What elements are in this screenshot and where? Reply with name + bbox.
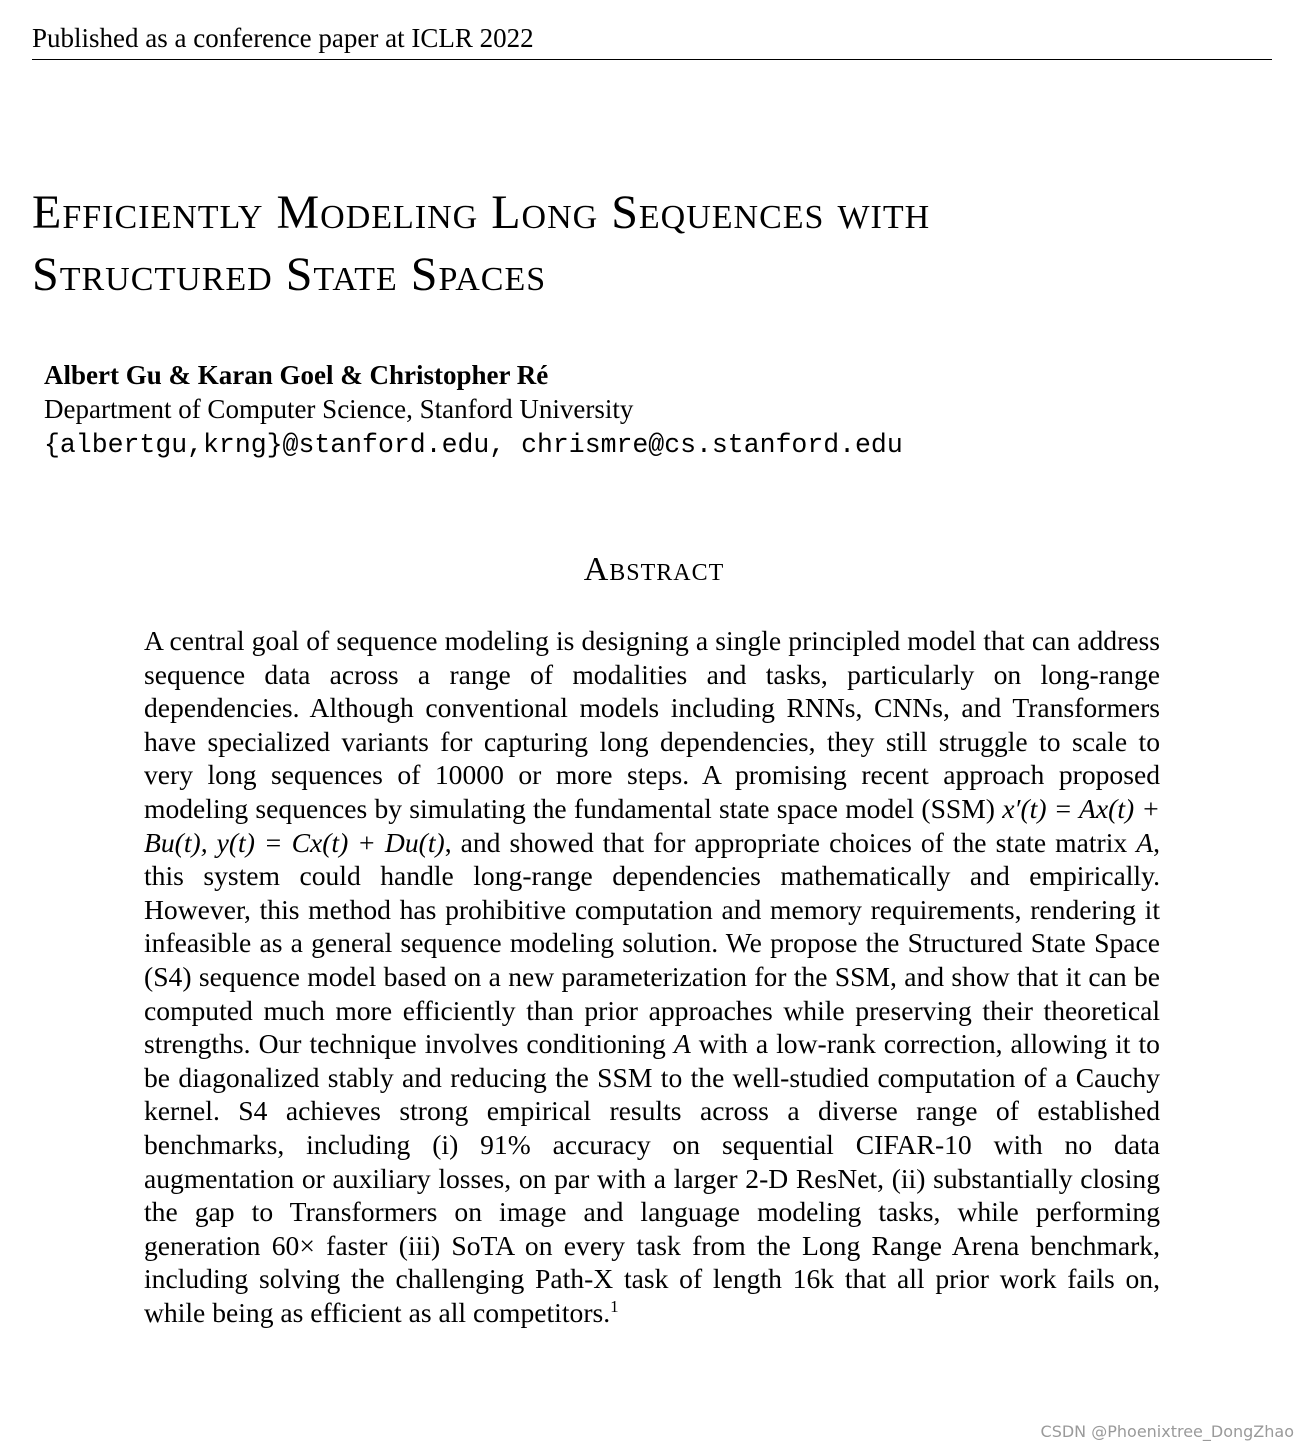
abstract-text-4: with a low-rank correction, allowing it to be diagonalized stably and reducing the SSM to the well-studied computation of a Cauchy kernel. S4 achieves strong empirical results across a diverse range of established benchmarks, including (i) 91% accuracy on sequential CIFAR-10 with no data augmentation or auxiliary losses, on par with a larger 2-D ResNet, (ii) substantially closing the gap to Transformers on image and language modeling tasks, while performing generation 60× faster (iii) SoTA on every task from the Long Range Arena benchmark, including solving the challenging Path-X task of length 16k that all prior work fails on, while being as efficient as all competitors.: [144, 1028, 1160, 1328]
state-matrix-symbol: A: [673, 1028, 691, 1060]
header-rule: [32, 59, 1272, 60]
abstract-heading: Abstract: [583, 551, 725, 588]
paper-title: [32, 182, 1272, 306]
authors: Albert Gu & Karan Goel & Christopher Ré: [44, 360, 549, 390]
author-emails: {albertgu,krng}@stanford.edu, chrismre@cs.stanford.edu: [44, 430, 903, 460]
abstract-text-3: , this system could handle long-range dependencies mathematically and empirically. However, this method has prohibitive computation and memory requirements, rendering it infeasible as a general sequence modeling solution. We propose the Structured State Space (S4) sequence model based on a new parameterization for the SSM, and show that it can be computed much more efficiently than prior approaches while preserving their theoretical strengths. Our technique involves conditioning: [144, 826, 1160, 1060]
paper-title-line-2: Structured State Spaces: [32, 248, 547, 301]
footnote-marker[interactable]: 1: [610, 1296, 619, 1316]
affiliation: Department of Computer Science, Stanford University: [44, 394, 634, 424]
state-matrix-symbol: A: [1136, 826, 1154, 858]
ssm-equation: x′(t) = Ax(t) + Bu(t), y(t) = Cx(t) + Du(t): [144, 792, 1160, 858]
paper-title-line-1: Efficiently Modeling Long Sequences with: [32, 186, 931, 239]
watermark: CSDN @Phoenixtree_DongZhao: [1040, 1422, 1294, 1441]
running-header: Published as a conference paper at ICLR 2022: [32, 23, 534, 53]
abstract-text-1: A central goal of sequence modeling is designing a single principled model that can address sequence data across a range of modalities and tasks, particularly on long-range dependencies. Although conventional models including RNNs, CNNs, and Transformers have specialized variants for capturing long dependencies, they still struggle to scale to very long sequences of 10000 or more steps. A promising recent approach proposed modeling sequences by simulating the fundamental state space model (SSM): [144, 625, 1160, 824]
abstract-text-2: , and showed that for appropriate choices of the state matrix: [444, 826, 1128, 858]
abstract-body: [144, 624, 1160, 1329]
